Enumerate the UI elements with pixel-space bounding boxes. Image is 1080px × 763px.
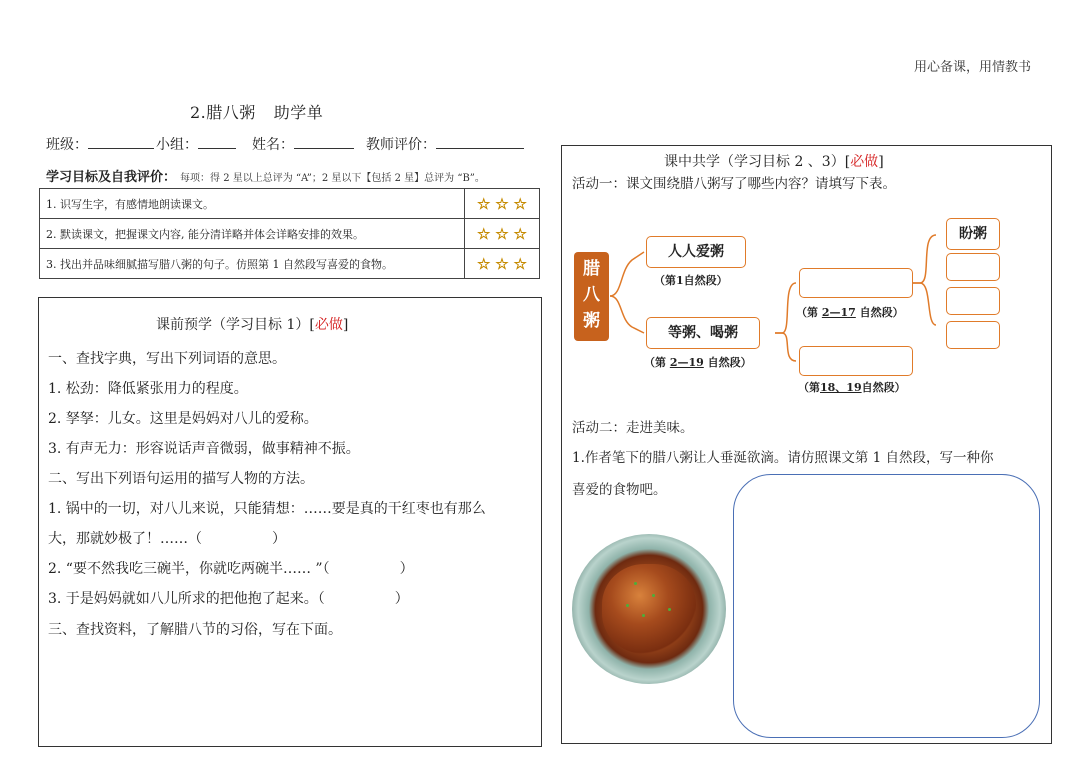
node-wait-drink-porridge: 等粥、喝粥 (646, 317, 760, 349)
goal-stars[interactable] (465, 219, 540, 249)
task-line: 1.作者笔下的腊八粥让人垂涎欲滴。请仿照课文第 1 自然段，写一种你 (572, 450, 994, 466)
star-icon[interactable]: ☆ ☆ ☆ (477, 254, 527, 273)
node-looking-forward: 盼粥 (946, 218, 1000, 250)
fill-box-small[interactable] (946, 321, 1000, 349)
required-tag: 必做 (314, 317, 343, 333)
goals-table (39, 188, 540, 279)
fill-box-small[interactable] (946, 253, 1000, 281)
braised-wings (602, 564, 696, 654)
main-char: 八 (583, 285, 600, 305)
task-line: 喜爱的食物吧。 (572, 482, 667, 498)
activity-two: 活动二：走进美味。 (572, 420, 694, 436)
caption-para-18-19: （第18、19自然段） (798, 381, 906, 394)
preview-line: 一、查找字典，写出下列词语的意思。 (48, 351, 286, 367)
star-icon[interactable]: ☆ ☆ ☆ (477, 224, 527, 243)
header-motto: 用心备课，用情教书 (914, 60, 1032, 75)
goals-note: 每项：得 2 星以上总评为 “A”；2 星以下【包括 2 星】总评为 “B”。 (180, 173, 485, 184)
teacher-eval-blank[interactable] (436, 134, 524, 149)
goals-heading: 学习目标及自我评价： (46, 170, 177, 185)
preview-heading-end: ] (342, 317, 349, 333)
writing-area[interactable] (733, 474, 1040, 738)
class-label: 班级： (46, 137, 88, 153)
name-label: 姓名： (252, 137, 294, 153)
star-icon[interactable]: ☆ ☆ ☆ (477, 194, 527, 213)
name-blank[interactable] (294, 134, 354, 149)
connector-d (775, 333, 796, 361)
connector-a (610, 252, 644, 296)
class-blank[interactable] (88, 134, 154, 149)
inclass-heading (664, 151, 884, 171)
goals-heading-row (46, 166, 485, 185)
preview-heading-text: 课前预学（学习目标 1）[ (156, 317, 315, 333)
student-info-row (46, 134, 526, 154)
page-title (190, 100, 323, 123)
goal-text: 1. 识写生字，有感情地朗读课文。 (40, 189, 465, 219)
lesson-subtitle: 助学单 (273, 103, 324, 122)
scallion-garnish (652, 594, 655, 597)
diagram-main-node (574, 252, 609, 341)
connector-c (775, 283, 796, 333)
inclass-heading-end: ] (878, 154, 884, 170)
main-char: 粥 (583, 311, 600, 331)
preview-line: 1. 锅中的一切，对八儿来说，只能猜想：……要是真的干红枣也有那么 (48, 501, 486, 517)
goal-row (40, 249, 540, 279)
node-everyone-loves-porridge: 人人爱粥 (646, 236, 746, 268)
preview-line[interactable]: 大，那就妙极了！……（ ） (48, 531, 286, 547)
goal-stars[interactable] (465, 189, 540, 219)
preview-line: 二、写出下列语句运用的描写人物的方法。 (48, 471, 314, 487)
preview-line[interactable]: 3. 于是妈妈就如八儿所求的把他抱了起来。（ ） (48, 591, 409, 607)
teacher-eval-label: 教师评价： (366, 137, 436, 153)
goal-stars[interactable] (465, 249, 540, 279)
fill-box-upper[interactable] (799, 268, 913, 298)
fill-box-small[interactable] (946, 287, 1000, 315)
preview-line[interactable]: 2. “要不然我吃三碗半，你就吃两碗半…… ”（ ） (48, 561, 414, 577)
connector-b (610, 296, 644, 333)
preview-heading (156, 314, 348, 334)
group-blank[interactable] (198, 134, 236, 149)
group-label: 小组： (156, 137, 198, 153)
caption-para-2-19: （第 2—19 自然段） (644, 356, 752, 369)
preview-line: 三、查找资料，了解腊八节的习俗，写在下面。 (48, 622, 342, 638)
connector-e (913, 235, 936, 283)
goal-row (40, 189, 540, 219)
required-tag: 必做 (850, 154, 879, 170)
food-photo (572, 534, 726, 684)
preview-line: 2. 孥孥：儿女。这里是妈妈对八儿的爱称。 (48, 411, 318, 427)
goal-text: 2. 默读课文，把握课文内容, 能分清详略并体会详略安排的效果。 (40, 219, 465, 249)
scallion-garnish (634, 582, 637, 585)
lesson-title: 2.腊八粥 (190, 103, 256, 122)
fill-box-lower[interactable] (799, 346, 913, 376)
goal-row (40, 219, 540, 249)
scallion-garnish (626, 604, 629, 607)
scallion-garnish (668, 608, 671, 611)
main-char: 腊 (583, 259, 600, 279)
caption-para-2-17: （第 2—17 自然段） (796, 306, 904, 319)
preview-line: 1. 松劲：降低紧张用力的程度。 (48, 381, 248, 397)
caption-para-1: （第1自然段） (654, 274, 728, 287)
preview-line: 3. 有声无力：形容说话声音微弱，做事精神不振。 (48, 441, 360, 457)
activity-one: 活动一：课文围绕腊八粥写了哪些内容？请填写下表。 (572, 176, 896, 192)
goal-text: 3. 找出并品味细腻描写腊八粥的句子。仿照第 1 自然段写喜爱的食物。 (40, 249, 465, 279)
inclass-heading-text: 课中共学（学习目标 2 、3）[ (664, 154, 851, 170)
connector-f (913, 283, 936, 325)
scallion-garnish (642, 614, 645, 617)
